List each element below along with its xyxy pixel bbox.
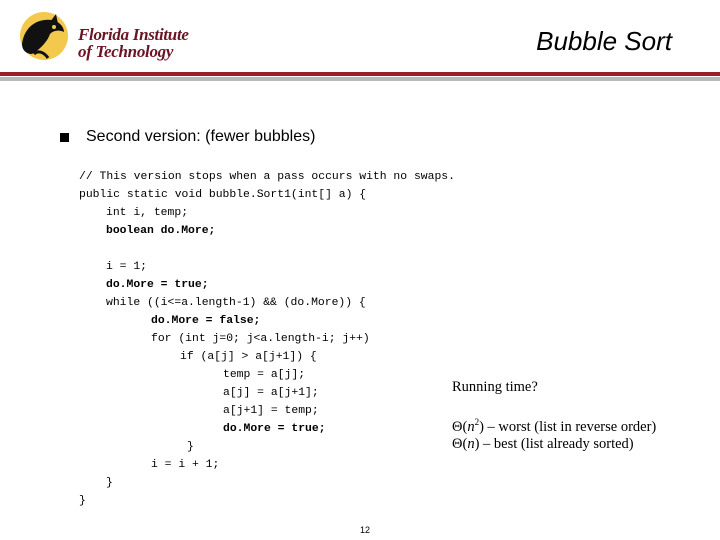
- best-case-text: – best (list already sorted): [483, 436, 634, 452]
- code-line: }: [187, 441, 194, 453]
- bullet-item: [60, 128, 315, 146]
- code-line: do.More = false;: [151, 315, 261, 327]
- worst-case-text: – worst (list in reverse order): [487, 418, 657, 435]
- slide-title: Bubble Sort: [536, 26, 672, 56]
- code-line: do.More = true;: [106, 279, 209, 291]
- code-line: }: [106, 477, 113, 489]
- code-line: if (a[j] > a[j+1]) {: [180, 351, 317, 363]
- code-line: temp = a[j];: [223, 369, 306, 381]
- panther-emblem-icon: [14, 10, 74, 62]
- best-case-line: Θ(n) – best (list already sorted): [452, 436, 634, 452]
- worst-case-line: $\Theta(n^2)$ – worst (list in reverse order): [452, 417, 657, 435]
- code-line: for (int j=0; j<a.length-i; j++): [151, 333, 370, 345]
- logo-wordmark: Florida Institute of Technology: [78, 25, 189, 61]
- bullet-text: Second version: (fewer bubbles): [86, 128, 316, 145]
- square-bullet-icon: [60, 133, 69, 142]
- code-line: // This version stops when a pass occurs with no swaps.: [79, 171, 455, 183]
- code-line: int i, temp;: [106, 207, 189, 219]
- code-line: do.More = true;: [223, 423, 326, 435]
- fit-logo: [14, 10, 189, 62]
- code-line: i = 1;: [106, 261, 148, 273]
- header-rule-shadow: [0, 77, 720, 81]
- header-rule: [0, 72, 720, 76]
- code-line: boolean do.More;: [106, 225, 216, 237]
- page-number: 12: [360, 525, 371, 535]
- code-line: i = i + 1;: [151, 459, 220, 471]
- code-line: a[j] = a[j+1];: [223, 387, 319, 399]
- code-line: a[j+1] = temp;: [223, 405, 319, 417]
- running-time-question: Running time?: [452, 379, 538, 395]
- code-line: public static void bubble.Sort1(int[] a) {: [79, 189, 367, 201]
- code-line: while ((i<=a.length-1) && (do.More)) {: [106, 297, 366, 309]
- code-line: }: [79, 495, 86, 507]
